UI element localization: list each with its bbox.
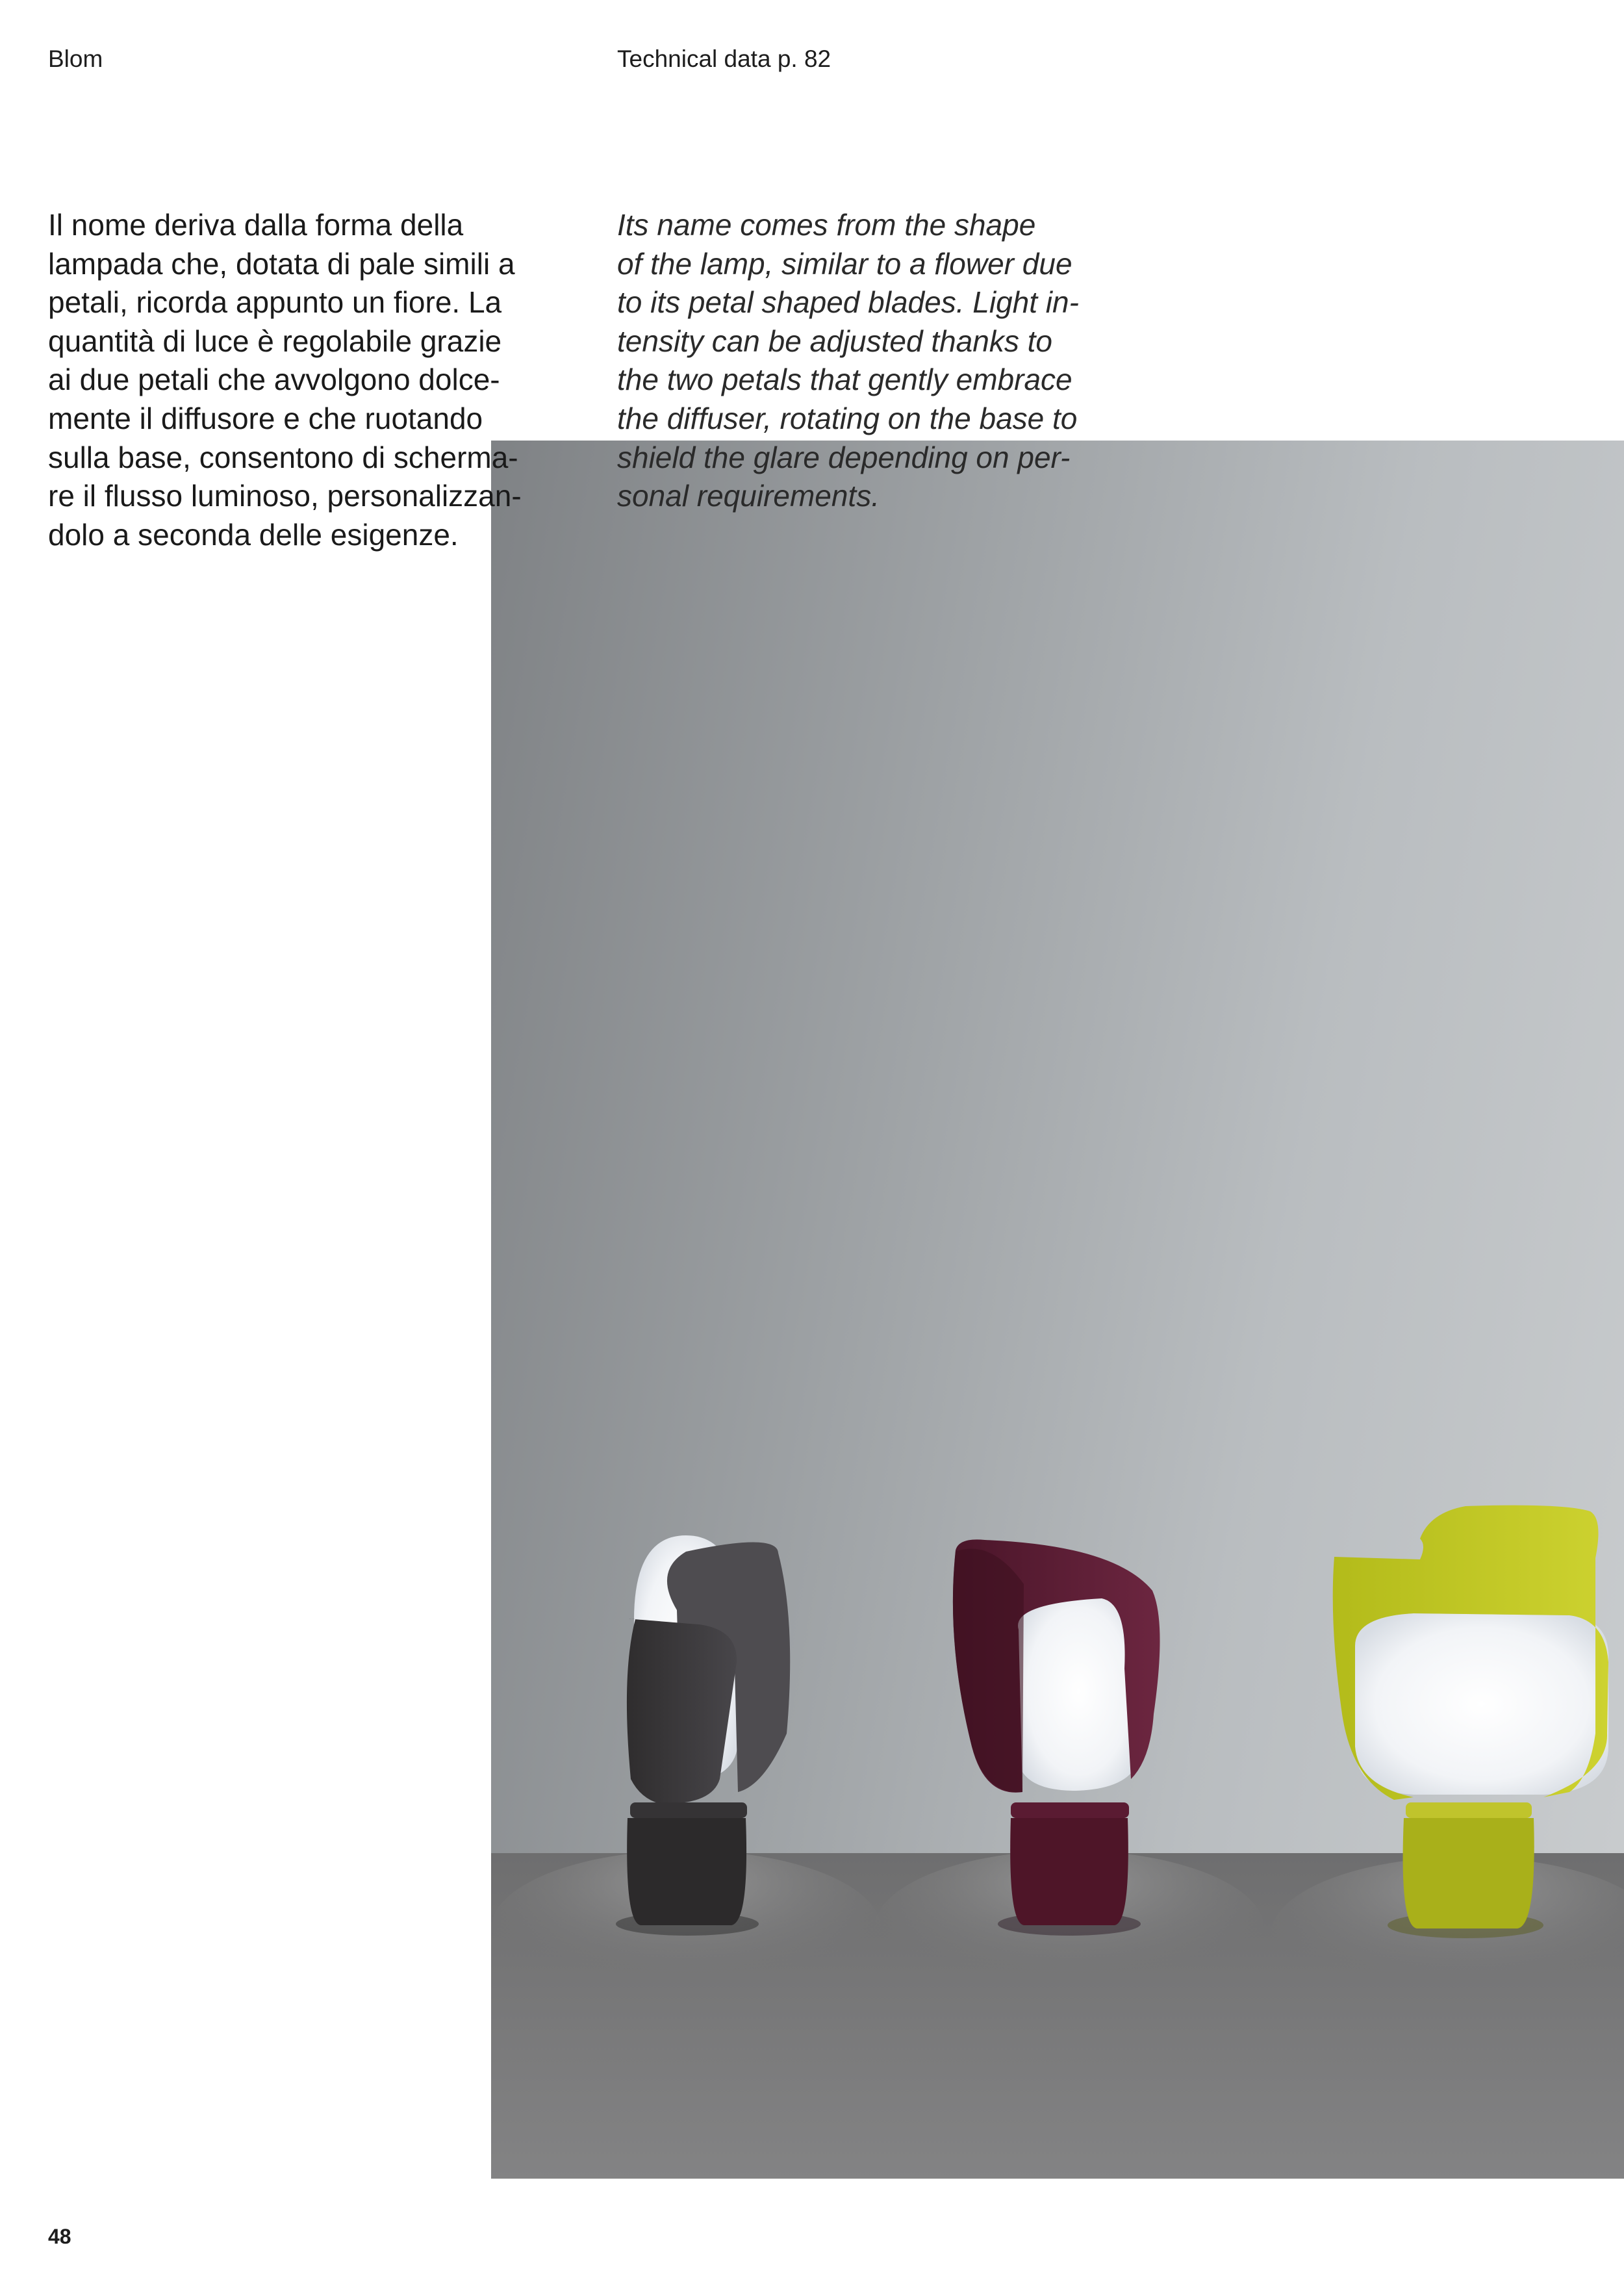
product-name: Blom [48, 45, 103, 72]
description-italian: Il nome deriva dalla forma della lampada che, dotata di pale simili a petali, ricorda appunto un fiore. La quantità di luce è regolabile grazie ai due petali che avvolgono dolce- mente il diffusore e che ruotando sulla base, consentono di scherma- re il flusso luminoso, personalizzan- dolo a seconda delle esigenze. [48, 208, 522, 552]
product-photo [491, 441, 1624, 2179]
technical-data-reference: Technical data p. 82 [617, 45, 831, 72]
page-number: 48 [48, 2225, 71, 2248]
description-english: Its name comes from the shape of the lamp, similar to a flower due to its petal shaped blades. Light in- tensity can be adjusted thanks to the two petals that gently embrace the diffuser, rotating on the base to shield the glare depending on per- sonal requirements. [617, 208, 1079, 513]
